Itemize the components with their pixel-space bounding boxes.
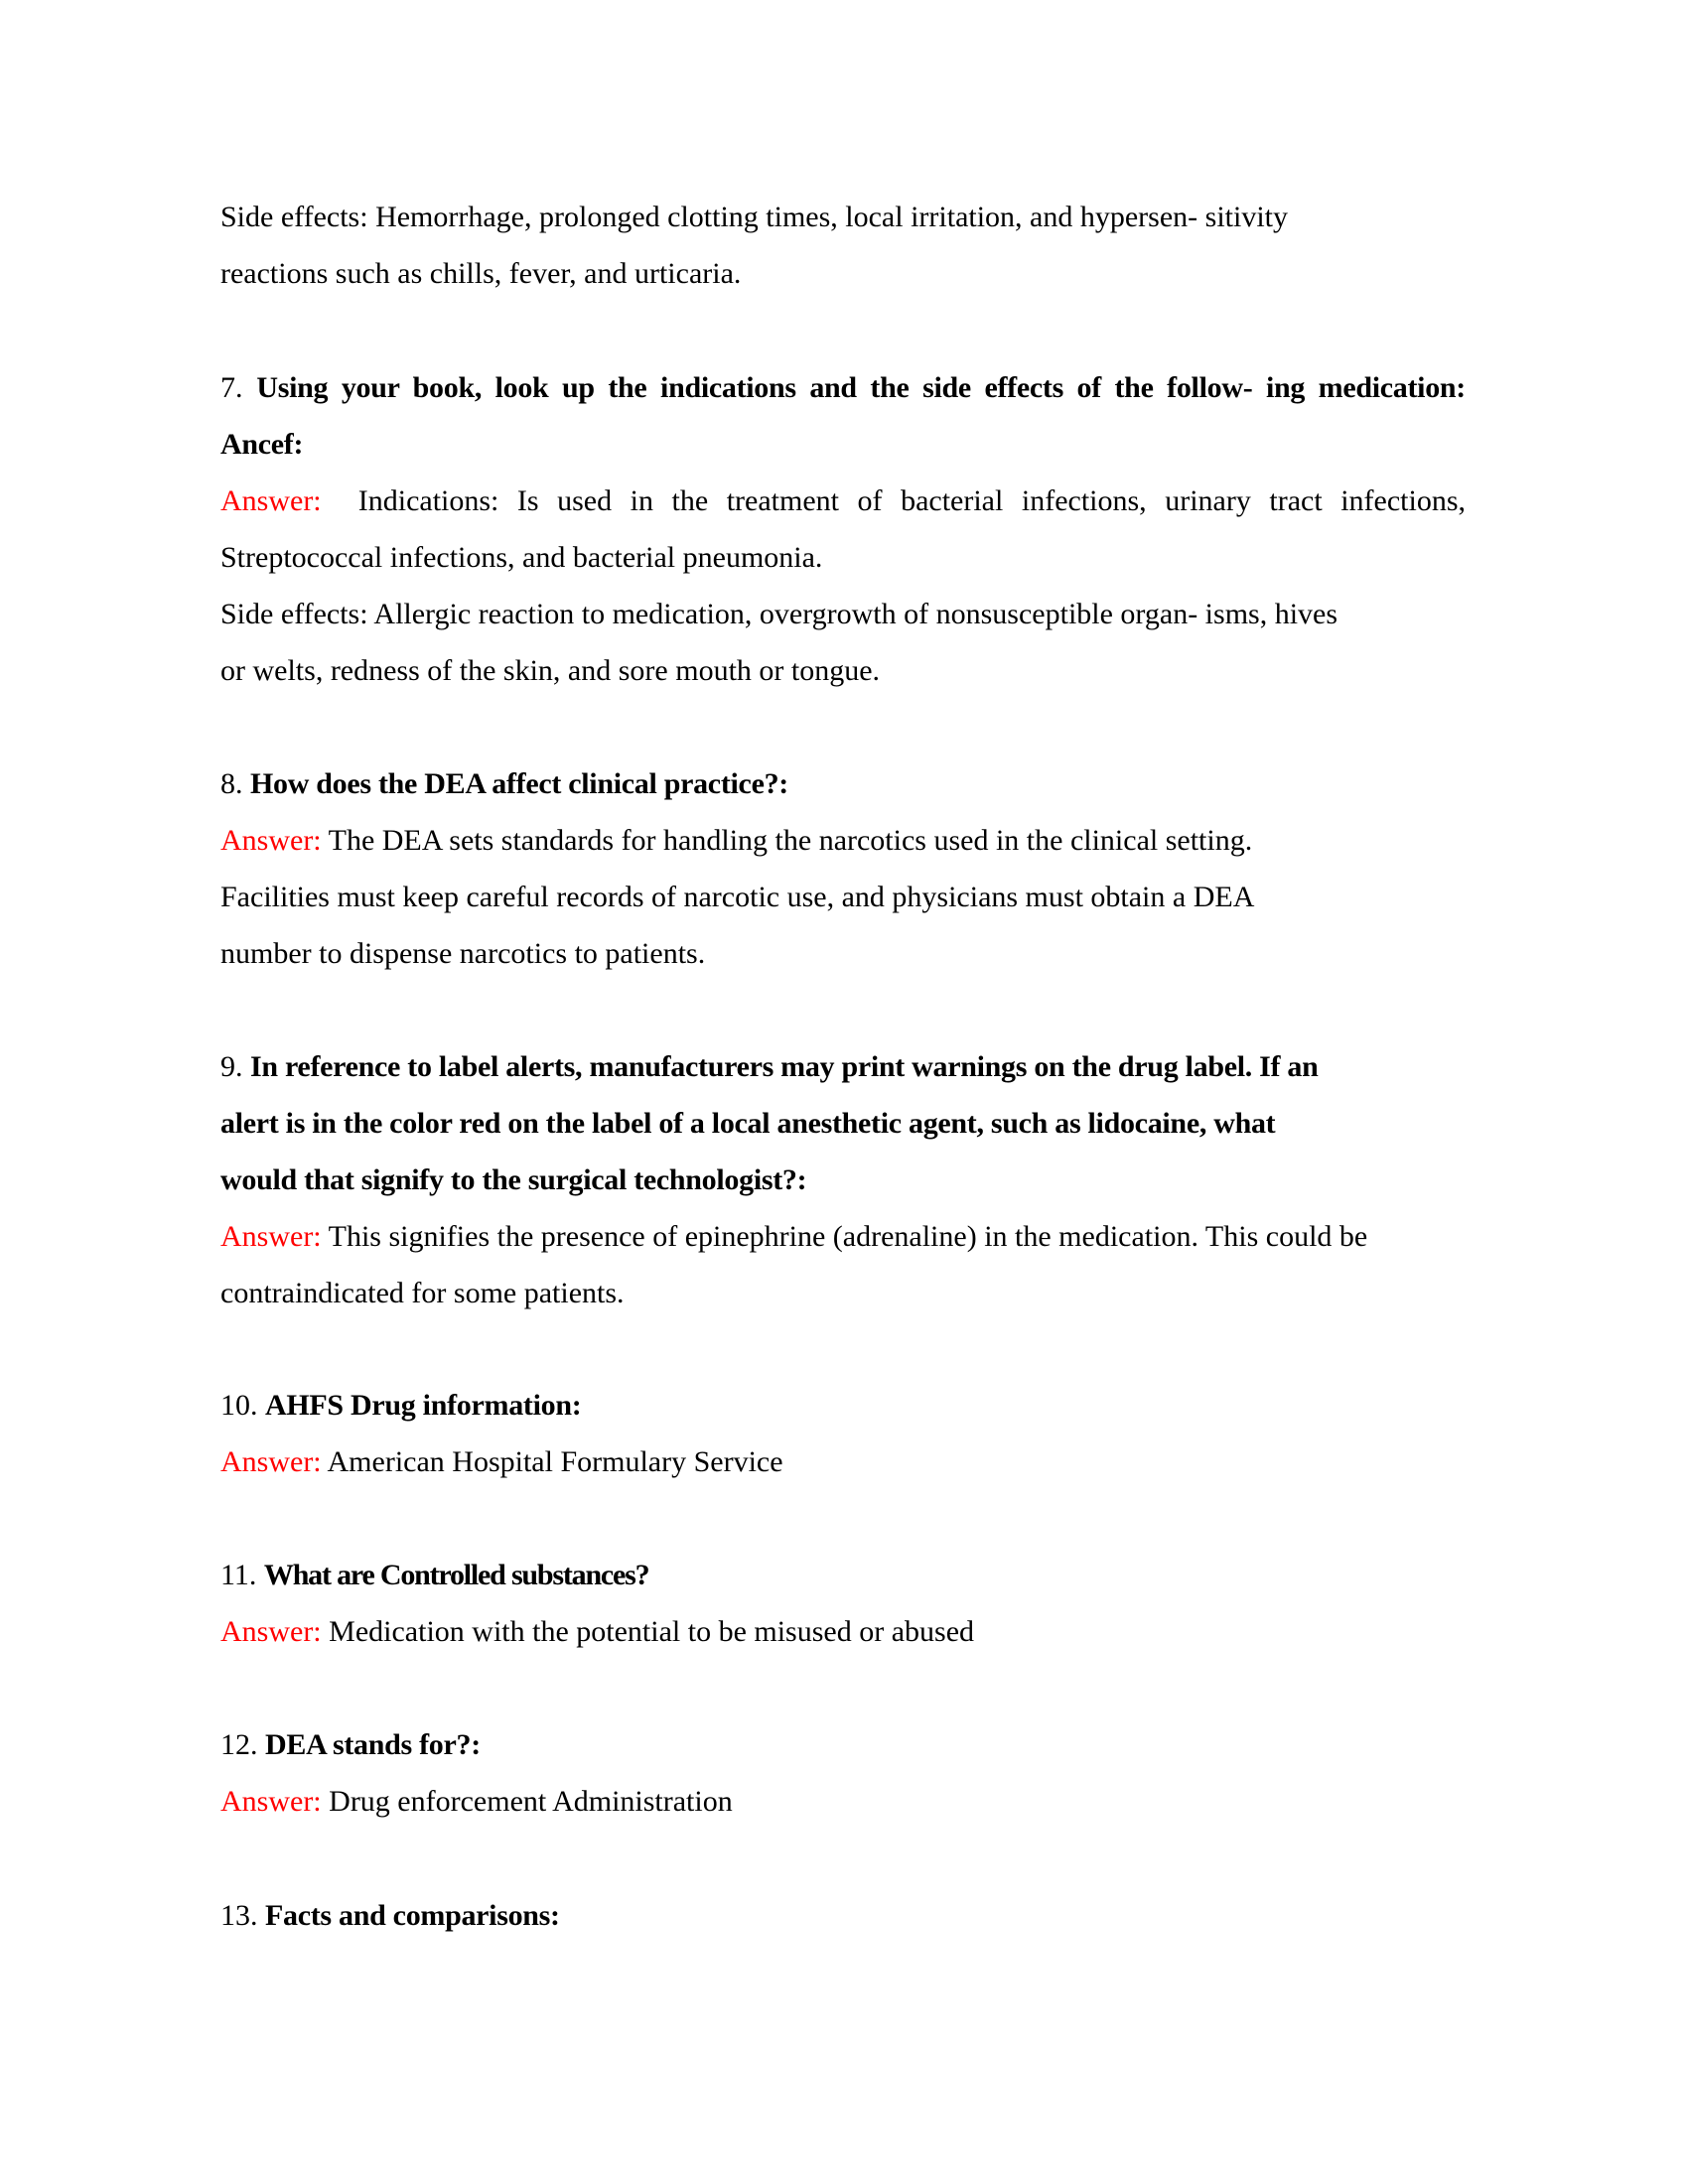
q8-answer: Facilities must keep careful records of narcotic use, and physicians must obtain a DEA	[220, 881, 1255, 913]
q9-answer	[220, 1208, 1367, 1265]
q9-question: alert is in the color red on the label of a local anesthetic agent, such as lidocaine, what	[220, 1107, 1276, 1140]
q6-side-effects: Side effects: Hemorrhage, prolonged clotting times, local irritation, and hypersen- sitivity	[220, 201, 1289, 233]
answer-text: Indications: Is used in the treatment of bacterial infections, urinary tract infections,	[357, 484, 1467, 517]
question-text: Facts and comparisons:	[265, 1899, 560, 1932]
q7-answer: Streptococcal infections, and bacterial pneumonia.	[220, 541, 823, 574]
q7-answer: or welts, redness of the skin, and sore mouth or tongue.	[220, 654, 881, 687]
answer-text: The DEA sets standards for handling the narcotics used in the clinical setting.	[328, 824, 1253, 857]
q7-answer: Side effects: Allergic reaction to medication, overgrowth of nonsusceptible organ- isms, hives	[220, 598, 1338, 630]
q13-question	[220, 1887, 560, 1944]
question-number: 11.	[220, 1559, 257, 1591]
q8-answer: number to dispense narcotics to patients.	[220, 937, 706, 970]
q7-answer	[220, 473, 1466, 529]
answer-label: Answer:	[220, 1445, 322, 1478]
q8-question	[220, 755, 788, 812]
q10-question	[220, 1377, 581, 1433]
answer-label: Answer:	[220, 1615, 322, 1648]
q9-question: would that signify to the surgical technologist?:	[220, 1163, 807, 1196]
question-text: DEA stands for?:	[265, 1728, 481, 1761]
question-text: Using your book, look up the indications and the side effects of the follow- ing medication:	[256, 371, 1466, 404]
q11-answer	[220, 1603, 974, 1660]
answer-text: Drug enforcement Administration	[329, 1785, 733, 1818]
question-number: 10.	[220, 1389, 258, 1422]
answer-label: Answer:	[220, 1220, 322, 1253]
q9-answer: contraindicated for some patients.	[220, 1277, 625, 1309]
q6-side-effects: reactions such as chills, fever, and urticaria.	[220, 257, 742, 290]
answer-text: This signifies the presence of epinephrine (adrenaline) in the medication. This could be	[328, 1220, 1368, 1253]
q11-question	[220, 1547, 648, 1603]
q12-question	[220, 1716, 481, 1773]
answer-text: Medication with the potential to be misused or abused	[329, 1615, 975, 1648]
question-text: AHFS Drug information:	[265, 1389, 582, 1422]
q8-answer	[220, 812, 1252, 869]
q12-answer	[220, 1773, 733, 1830]
q7-question: Ancef:	[220, 428, 304, 461]
answer-label: Answer:	[220, 484, 322, 517]
question-number: 9.	[220, 1050, 243, 1083]
question-text: In reference to label alerts, manufacturers may print warnings on the drug label. If an	[250, 1050, 1319, 1083]
q9-question	[220, 1038, 1319, 1095]
answer-text: American Hospital Formulary Service	[327, 1445, 783, 1478]
q10-answer	[220, 1433, 783, 1490]
q7-question	[220, 359, 1466, 416]
answer-label: Answer:	[220, 824, 322, 857]
answer-label: Answer:	[220, 1785, 322, 1818]
question-number: 7.	[220, 371, 243, 404]
question-number: 13.	[220, 1899, 258, 1932]
question-number: 12.	[220, 1728, 258, 1761]
question-text: What are Controlled substances?	[263, 1559, 649, 1591]
question-text: How does the DEA affect clinical practice?:	[250, 767, 788, 800]
question-number: 8.	[220, 767, 243, 800]
